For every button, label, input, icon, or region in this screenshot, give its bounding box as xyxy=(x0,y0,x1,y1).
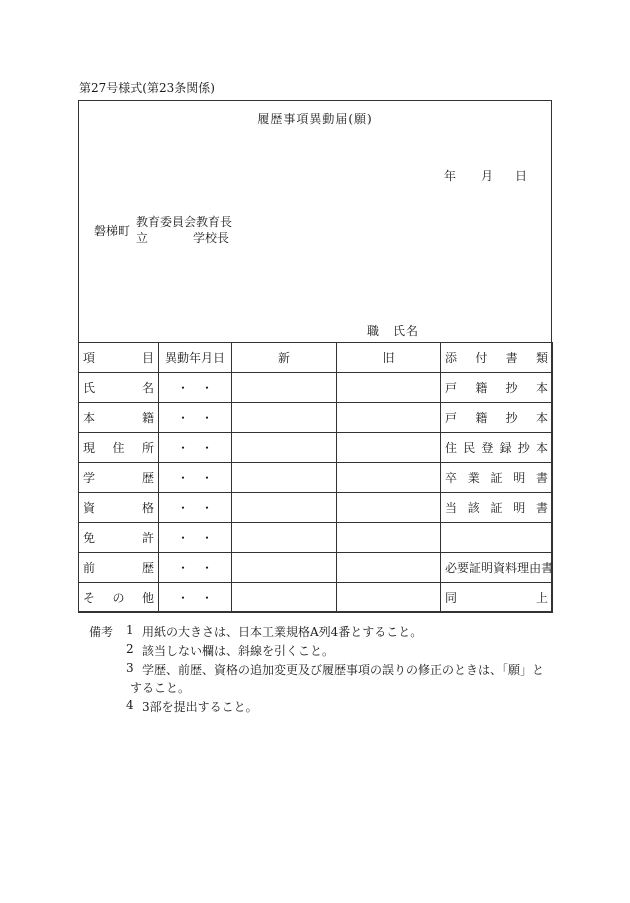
table-header-row xyxy=(79,343,553,373)
spread-char: 氏 xyxy=(83,381,96,395)
row-item-label xyxy=(79,403,159,433)
row-attachment xyxy=(441,433,553,463)
spread-char: の xyxy=(112,591,125,605)
spread-char: 住 xyxy=(445,441,458,455)
spread-char: 前 xyxy=(83,561,96,575)
row-old-value xyxy=(337,553,441,583)
spread-char: 明 xyxy=(513,471,526,485)
note-2-text: 該当しない欄は、斜線を引くこと。 xyxy=(142,644,335,658)
row-item-label xyxy=(79,553,159,583)
spread-char: 籍 xyxy=(475,381,488,395)
spread-char: 住 xyxy=(112,441,125,455)
row-new-value xyxy=(232,463,337,493)
date-day-label: 日 xyxy=(515,169,528,183)
table-row xyxy=(79,583,553,613)
form-box xyxy=(78,100,552,612)
change-table xyxy=(78,342,553,613)
spread-char: 登 xyxy=(481,441,494,455)
note-1-text: 用紙の大きさは、日本工業規格A列4番とすること。 xyxy=(142,625,423,639)
row-item-label xyxy=(79,583,159,613)
spread-char: そ xyxy=(83,591,96,605)
note-2-number: 2 xyxy=(126,642,134,656)
table-row xyxy=(79,523,553,553)
row-old-value xyxy=(337,433,441,463)
spread-char: 該 xyxy=(467,501,480,515)
spread-char: 同 xyxy=(445,591,458,605)
table-row xyxy=(79,553,553,583)
header-new: 新 xyxy=(232,343,337,373)
row-attachment xyxy=(441,523,553,553)
row-item-label xyxy=(79,463,159,493)
row-attachment xyxy=(441,493,553,523)
row-old-value xyxy=(337,583,441,613)
table-row xyxy=(79,403,553,433)
row-change-date: ・ ・ xyxy=(159,523,232,553)
spread-char: 証 xyxy=(490,501,503,515)
spread-char: 付 xyxy=(475,351,488,365)
spread-char: 民 xyxy=(463,441,476,455)
spread-char: 証 xyxy=(490,471,503,485)
spread-char: 要 xyxy=(457,561,470,575)
row-change-date: ・ ・ xyxy=(159,553,232,583)
header-old: 旧 xyxy=(337,343,441,373)
spread-char: 本 xyxy=(83,411,96,425)
recipient-board: 教育委員会教育長 xyxy=(136,215,233,229)
row-old-value xyxy=(337,373,441,403)
spread-char: 資 xyxy=(493,561,506,575)
spread-char: 書 xyxy=(505,351,518,365)
note-1-number: 1 xyxy=(126,623,134,637)
header-item xyxy=(79,343,159,373)
row-change-date: ・ ・ xyxy=(159,583,232,613)
spread-char: 由 xyxy=(529,561,542,575)
spread-char: 本 xyxy=(535,441,548,455)
signature-label: 職 氏名 xyxy=(367,324,420,338)
recipient-town: 磐梯町 xyxy=(94,224,131,238)
spread-char: 戸 xyxy=(445,411,458,425)
row-change-date: ・ ・ xyxy=(159,403,232,433)
table-row xyxy=(79,493,553,523)
spread-char: 証 xyxy=(469,561,482,575)
spread-char: 明 xyxy=(481,561,494,575)
form-header-area xyxy=(79,101,551,342)
notes-heading: 備考 xyxy=(89,625,114,639)
row-item-label xyxy=(79,493,159,523)
row-attachment xyxy=(441,553,553,583)
spread-char: 書 xyxy=(535,471,548,485)
row-new-value xyxy=(232,433,337,463)
row-change-date: ・ ・ xyxy=(159,493,232,523)
row-new-value xyxy=(232,493,337,523)
row-change-date: ・ ・ xyxy=(159,433,232,463)
spread-char: 抄 xyxy=(505,381,518,395)
document-title: 履歴事項異動届(願) xyxy=(257,112,373,126)
spread-char: 本 xyxy=(535,411,548,425)
spread-char: 籍 xyxy=(141,411,154,425)
spread-char: 目 xyxy=(141,351,154,365)
table-row xyxy=(79,373,553,403)
note-4-text: 3部を提出すること。 xyxy=(142,700,258,714)
spread-char: 戸 xyxy=(445,381,458,395)
row-attachment xyxy=(441,583,553,613)
spread-char: 免 xyxy=(83,531,96,545)
spread-char: 籍 xyxy=(475,411,488,425)
row-new-value xyxy=(232,373,337,403)
row-new-value xyxy=(232,523,337,553)
spread-char: 項 xyxy=(83,351,96,365)
spread-char: 他 xyxy=(141,591,154,605)
spread-char: 業 xyxy=(467,471,480,485)
row-new-value xyxy=(232,583,337,613)
table-row xyxy=(79,463,553,493)
table-row xyxy=(79,433,553,463)
spread-char: 許 xyxy=(141,531,154,545)
row-change-date: ・ ・ xyxy=(159,463,232,493)
spread-char: 当 xyxy=(445,501,458,515)
row-old-value xyxy=(337,403,441,433)
spread-char: 理 xyxy=(517,561,530,575)
note-3-continuation: すること。 xyxy=(130,681,191,695)
row-item-label xyxy=(79,523,159,553)
spread-char: 類 xyxy=(535,351,548,365)
spread-char: 資 xyxy=(83,501,96,515)
row-attachment xyxy=(441,373,553,403)
spread-char: 学 xyxy=(83,471,96,485)
header-attachments xyxy=(441,343,553,373)
recipient-school-principal: 学校長 xyxy=(193,231,230,245)
spread-char: 上 xyxy=(535,591,548,605)
row-old-value xyxy=(337,493,441,523)
header-date: 異動年月日 xyxy=(159,343,232,373)
row-item-label xyxy=(79,433,159,463)
row-change-date: ・ ・ xyxy=(159,373,232,403)
row-old-value xyxy=(337,463,441,493)
spread-char: 本 xyxy=(535,381,548,395)
spread-char: 録 xyxy=(499,441,512,455)
spread-char: 抄 xyxy=(517,441,530,455)
form-number-label: 第27号様式(第23条関係) xyxy=(79,81,215,95)
row-attachment xyxy=(441,403,553,433)
spread-char: 歴 xyxy=(141,561,154,575)
note-4-number: 4 xyxy=(126,698,134,712)
spread-char: 書 xyxy=(541,561,554,575)
recipient-school-prefix: 立 xyxy=(136,231,149,245)
spread-char: 必 xyxy=(445,561,458,575)
row-attachment xyxy=(441,463,553,493)
note-3-text: 学歴、前歴、資格の追加変更及び履歴事項の誤りの修正のときは、「願」と xyxy=(142,663,545,677)
spread-char: 抄 xyxy=(505,411,518,425)
spread-char: 格 xyxy=(141,501,154,515)
spread-char: 現 xyxy=(83,441,96,455)
row-new-value xyxy=(232,403,337,433)
spread-char: 添 xyxy=(445,351,458,365)
spread-char: 明 xyxy=(513,501,526,515)
spread-char: 卒 xyxy=(445,471,458,485)
spread-char: 書 xyxy=(535,501,548,515)
spread-char: 名 xyxy=(141,381,154,395)
note-3-number: 3 xyxy=(126,661,134,675)
date-month-label: 月 xyxy=(481,169,494,183)
row-item-label xyxy=(79,373,159,403)
row-old-value xyxy=(337,523,441,553)
spread-char: 料 xyxy=(505,561,518,575)
date-year-label: 年 xyxy=(444,169,457,183)
row-new-value xyxy=(232,553,337,583)
spread-char: 歴 xyxy=(141,471,154,485)
spread-char: 所 xyxy=(141,441,154,455)
